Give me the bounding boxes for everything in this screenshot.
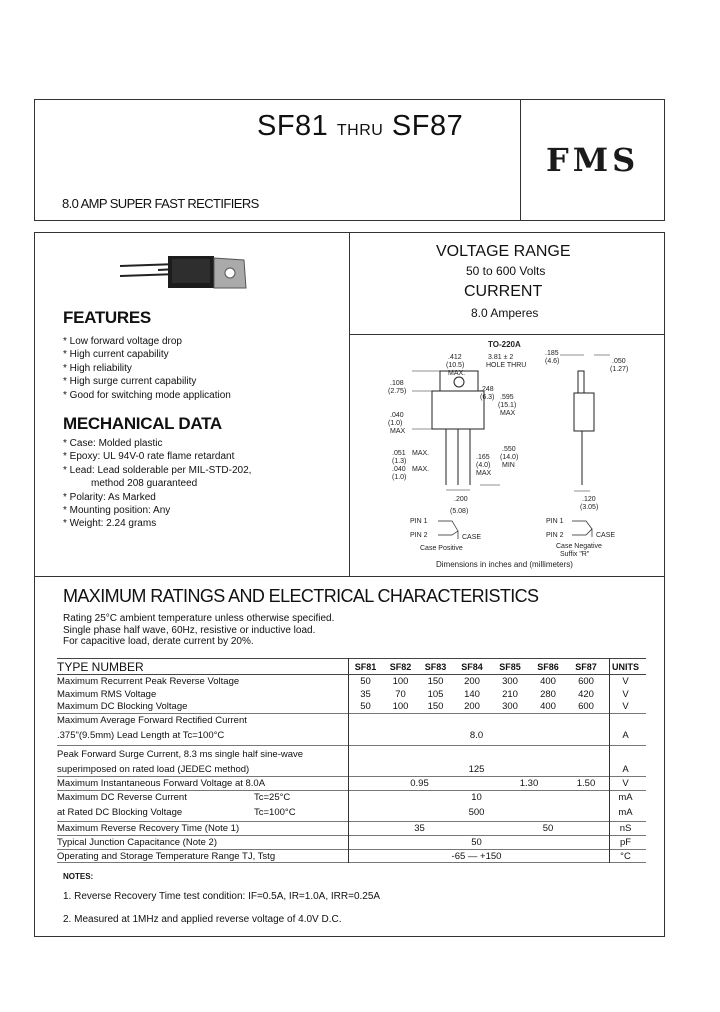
case-positive-label: Case Positive — [420, 545, 463, 552]
table-row: Maximum DC Reverse Current Tc=25°C 10 mA — [57, 791, 633, 803]
features-title: FEATURES — [63, 308, 151, 327]
svg-text:MIN: MIN — [502, 462, 515, 469]
list-item: * Good for switching mode application — [63, 389, 231, 401]
table-row: Maximum Recurrent Peak Reverse Voltage 50 100 150 200 300 400 600 V — [57, 675, 629, 687]
table-row: Maximum Average Forward Rectified Current — [57, 715, 247, 727]
conditions: Rating 25°C ambient temperature unless otherwise specified. Single phase half wave, 60Hz, resistive or inductive load. For capacitive load, derate current by 20%. — [63, 613, 335, 647]
note-item: 2. Measured at 1MHz and applied reverse voltage of 4.0V D.C. — [63, 914, 342, 925]
dimension-caption: Dimensions in inches and (millimeters) — [436, 560, 573, 569]
svg-text:HOLE THRU: HOLE THRU — [486, 362, 527, 369]
svg-text:MAX: MAX — [390, 428, 406, 435]
fms-logo: FMS — [546, 141, 640, 179]
thru-label: THRU — [336, 122, 384, 139]
svg-text:(5.08): (5.08) — [450, 508, 469, 515]
list-item: * Weight: 2.24 grams — [63, 518, 157, 530]
list-item: * Case: Molded plastic — [63, 438, 163, 449]
list-item: * High current capability — [63, 349, 169, 361]
svg-text:(4.6): (4.6) — [545, 358, 560, 365]
list-item: method 208 guaranteed — [91, 478, 198, 490]
svg-text:.165: .165 — [476, 454, 490, 461]
pin2-label-pos: PIN 2 — [410, 532, 428, 539]
list-item: * Polarity: As Marked — [63, 491, 156, 503]
svg-text:.185: .185 — [545, 350, 559, 357]
case-label-pos: CASE — [462, 534, 482, 541]
case-label-neg: CASE — [596, 532, 616, 539]
logo-divider — [520, 99, 521, 221]
list-item: * High surge current capability — [63, 376, 197, 388]
pin1-label-neg: PIN 1 — [546, 518, 564, 525]
svg-text:(1.0): (1.0) — [392, 474, 407, 481]
svg-text:.040: .040 — [392, 466, 406, 473]
svg-text:MAX: MAX — [500, 410, 516, 417]
notes-title: NOTES: — [63, 872, 94, 881]
side-tab — [578, 371, 584, 393]
voltage-range-title: VOLTAGE RANGE — [436, 243, 571, 260]
table-row: Maximum DC Blocking Voltage 50 100 150 200 300 400 600 V — [57, 701, 646, 714]
side-body — [574, 393, 594, 431]
svg-text:.108: .108 — [390, 380, 404, 387]
svg-text:3.81 ± 2: 3.81 ± 2 — [488, 354, 514, 361]
features-list — [63, 335, 231, 402]
table-row: Typical Junction Capacitance (Note 2) 50 pF — [57, 835, 646, 849]
mounting-hole — [454, 377, 464, 387]
list-item: * Epoxy: UL 94V-0 rate flame retardant — [63, 451, 235, 463]
subtitle: 8.0 AMP SUPER FAST RECTIFIERS — [62, 196, 259, 211]
svg-text:MAX.: MAX. — [412, 450, 430, 457]
svg-text:.051: .051 — [392, 450, 406, 457]
table-row: Maximum Reverse Recovery Time (Note 1) 35 50 nS — [57, 822, 646, 836]
list-item: * Low forward voltage drop — [63, 336, 182, 347]
voltage-range-value: 50 to 600 Volts — [466, 264, 546, 278]
svg-text:(2.75): (2.75) — [388, 388, 407, 395]
svg-text:MAX.: MAX. — [448, 370, 466, 377]
table-row: .375"(9.5mm) Lead Length at Tc=100°C 8.0 A — [57, 727, 646, 745]
svg-text:.120: .120 — [582, 496, 596, 503]
svg-text:(1.27): (1.27) — [610, 366, 629, 373]
table-row: Maximum Instantaneous Forward Voltage at 8.0A 0.95 1.30 1.50 V — [57, 776, 646, 790]
ratings-table — [57, 658, 646, 863]
table-row: superimposed on rated load (JEDEC method) 125 A — [57, 763, 646, 776]
svg-text:.200: .200 — [454, 496, 468, 503]
svg-text:(3.05): (3.05) — [580, 504, 599, 511]
part-from: SF81 — [257, 110, 329, 142]
current-title: CURRENT — [464, 283, 543, 300]
table-row: Peak Forward Surge Current, 8.3 ms single half sine-wave — [57, 748, 304, 760]
current-value: 8.0 Amperes — [471, 306, 539, 320]
table-col-rule — [348, 658, 349, 863]
suffix-r-label: Suffix "R" — [560, 551, 590, 558]
svg-text:(1.0): (1.0) — [388, 420, 403, 427]
pin1-label-pos: PIN 1 — [410, 518, 428, 525]
svg-text:(14.0): (14.0) — [500, 454, 519, 461]
front-body — [432, 391, 484, 429]
table-row: Maximum RMS Voltage 35 70 105 140 210 280 420 V — [57, 688, 629, 700]
ratings-title: MAXIMUM RATINGS AND ELECTRICAL CHARACTERISTICS — [63, 586, 539, 606]
mechanical-list — [63, 437, 251, 531]
table-header: TYPE NUMBER SF81 SF82 SF83 SF84 SF85 SF86 SF87 UNITS — [57, 659, 646, 675]
list-item: * Mounting position: Any — [63, 505, 171, 517]
table-col-rule — [609, 658, 610, 863]
case-negative-label: Case Negative — [556, 543, 602, 550]
svg-text:.595: .595 — [500, 394, 514, 401]
component-image — [118, 250, 258, 298]
svg-text:(10.5): (10.5) — [446, 362, 465, 369]
svg-text:(4.0): (4.0) — [476, 462, 491, 469]
svg-text:MAX.: MAX. — [412, 466, 430, 473]
package-diagram — [350, 335, 664, 575]
list-item: * Lead: Lead solderable per MIL-STD-202, — [63, 464, 252, 476]
package-label: TO-220A — [488, 340, 521, 349]
mechanical-title: MECHANICAL DATA — [63, 414, 222, 433]
svg-text:.040: .040 — [390, 412, 404, 419]
svg-text:.050: .050 — [612, 358, 626, 365]
svg-text:.412: .412 — [448, 354, 462, 361]
svg-text:(6.3): (6.3) — [480, 394, 495, 401]
notes — [63, 872, 380, 925]
table-row: at Rated DC Blocking Voltage Tc=100°C 500 mA — [57, 804, 646, 822]
pin2-label-neg: PIN 2 — [546, 532, 564, 539]
list-item: * High reliability — [63, 362, 132, 374]
table-row: Operating and Storage Temperature Range TJ, Tstg -65 — +150 °C — [57, 849, 646, 863]
svg-text:MAX: MAX — [476, 470, 492, 477]
part-number-title — [257, 110, 463, 143]
svg-text:.550: .550 — [502, 446, 516, 453]
svg-text:(1.3): (1.3) — [392, 458, 407, 465]
svg-text:.248: .248 — [480, 386, 494, 393]
svg-text:(15.1): (15.1) — [498, 402, 517, 409]
part-to: SF87 — [391, 110, 464, 142]
note-item: 1. Reverse Recovery Time test condition: IF=0.5A, IR=1.0A, IRR=0.25A — [63, 891, 381, 902]
